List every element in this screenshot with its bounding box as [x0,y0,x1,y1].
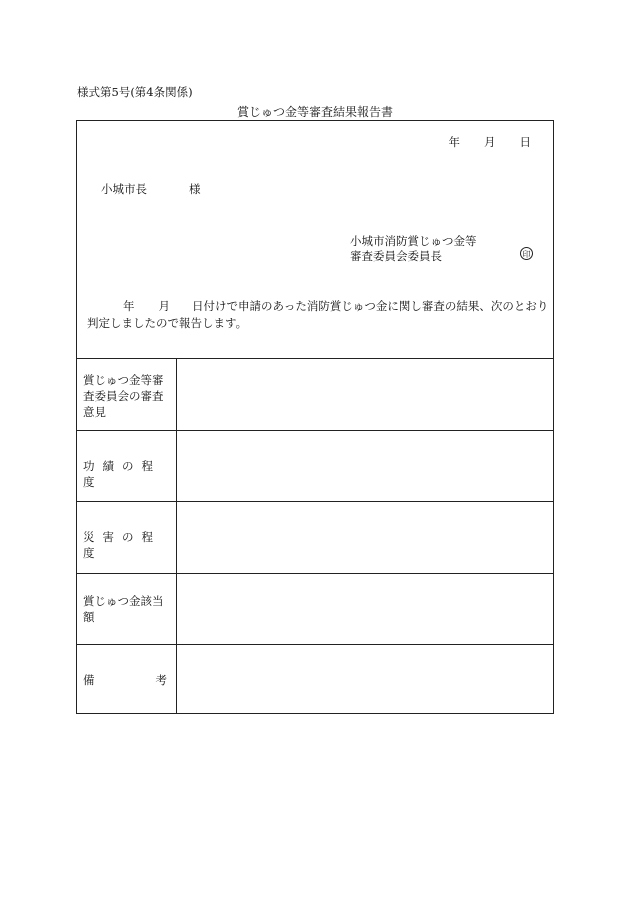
merit-level-field[interactable] [177,431,553,501]
date-day: 日 [519,135,531,149]
seal-mark: 印 [520,247,533,260]
addressee-name: 小城市長 [101,182,147,196]
date-line [449,134,532,150]
report-form [76,120,554,714]
row-label-merit-level: 功績の程度 [83,459,161,489]
addressee [101,181,201,197]
disaster-level-field[interactable] [177,502,553,573]
document-title: 賞じゅつ金等審査結果報告書 [236,105,393,119]
remarks-field[interactable] [177,645,553,713]
form-number: 様式第5号(第4条関係) [77,85,193,99]
addressee-honorific: 様 [189,182,201,196]
row-label-review-opinion: 賞じゅつ金等審査委員会の審査意見 [83,373,164,419]
award-amount-field[interactable] [177,574,553,644]
date-month: 月 [484,135,496,149]
row-label-disaster-level: 災害の程度 [83,530,161,560]
date-year: 年 [448,135,460,149]
issuer-title: 審査委員会委員長 [350,249,442,263]
row-label-remarks [83,672,171,688]
statement-year: 年 [123,299,135,313]
review-opinion-field[interactable] [177,359,553,430]
report-statement [87,298,549,332]
row-label-award-amount: 賞じゅつ金該当額 [83,594,164,624]
remarks-label-right: 考 [155,673,167,687]
statement-month: 月 [158,299,170,313]
statement-text: 日付けで申請のあった消防賞じゅつ金に関し審査の結果、次のとおり判定しましたので報告します。 [87,299,549,330]
remarks-label-left: 備 [83,673,95,687]
issuer-organization: 小城市消防賞じゅつ金等 [350,234,477,248]
